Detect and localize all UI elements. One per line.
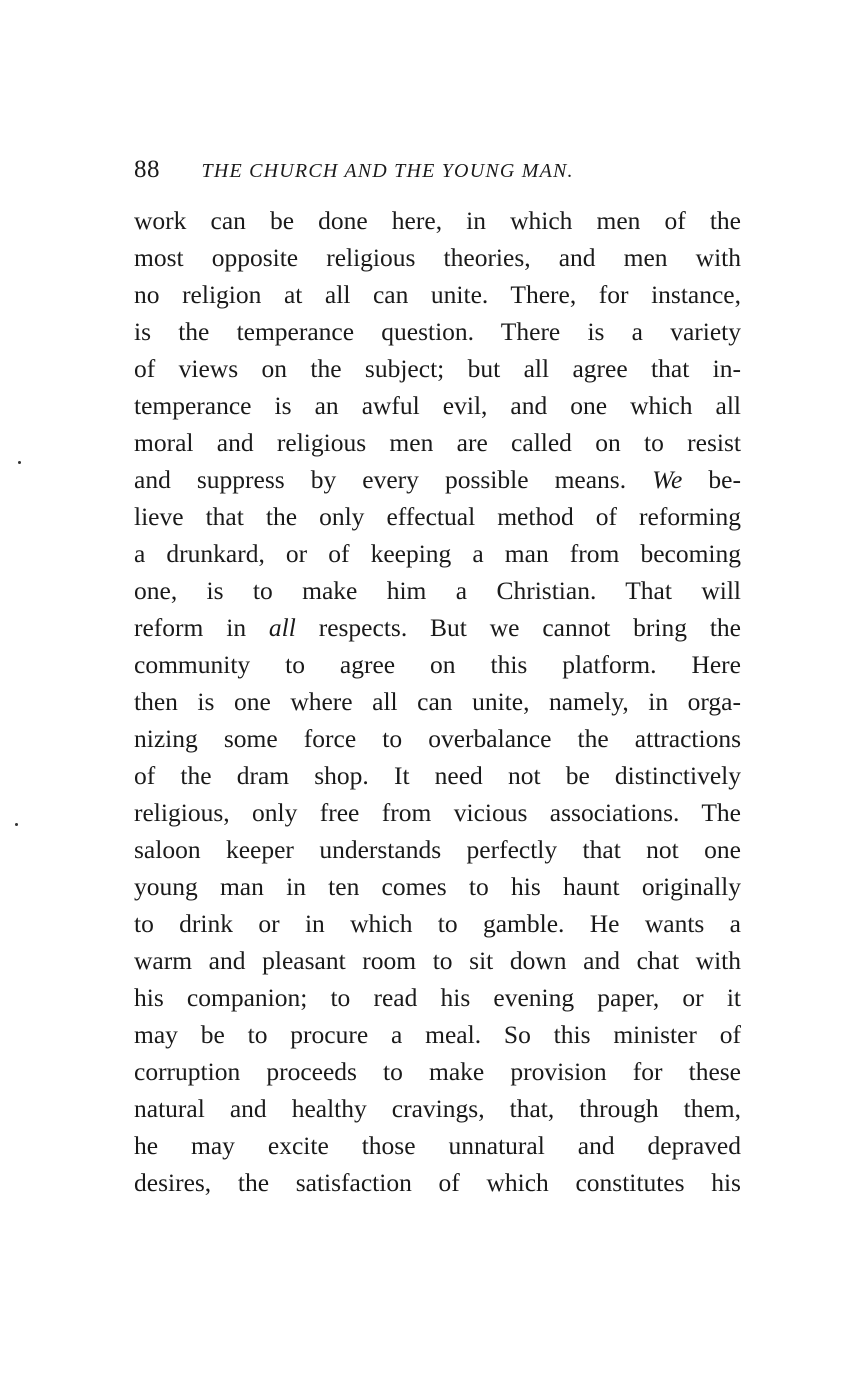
text-segment: and suppress by every possible means. (134, 465, 653, 494)
text-line: to drink or in which to gamble. He wants a (134, 909, 741, 938)
text-line: one, is to make him a Christian. That will (134, 576, 741, 605)
text-line (134, 461, 741, 498)
text-line: corruption proceeds to make provision for these (134, 1057, 741, 1086)
text-line: most opposite religious theories, and men with (134, 243, 741, 272)
scan-speck (18, 461, 21, 464)
scan-speck (15, 823, 18, 826)
text-line: religious, only free from vicious associations. The (134, 798, 741, 827)
text-line: moral and religious men are called on to resist (134, 428, 741, 457)
text-segment: reform in (134, 613, 269, 642)
page-number: 88 (134, 156, 160, 183)
running-header (134, 152, 744, 188)
text-line (134, 609, 741, 646)
text-line: desires, the satisfaction of which constitutes his (134, 1168, 741, 1197)
text-line: then is one where all can unite, namely, in orga- (134, 687, 741, 716)
text-line: young man in ten comes to his haunt originally (134, 872, 741, 901)
text-line: nizing some force to overbalance the attractions (134, 724, 741, 753)
text-line: his companion; to read his evening paper, or it (134, 983, 741, 1012)
text-line: temperance is an awful evil, and one which all (134, 391, 741, 420)
running-title: THE CHURCH AND THE YOUNG MAN. (201, 160, 574, 182)
text-line: saloon keeper understands perfectly that not one (134, 835, 741, 864)
text-segment: be- (682, 465, 741, 494)
text-line: of the dram shop. It need not be distinctively (134, 761, 741, 790)
text-line: lieve that the only effectual method of reforming (134, 502, 741, 531)
text-line: warm and pleasant room to sit down and chat with (134, 946, 741, 975)
text-line: work can be done here, in which men of the (134, 206, 741, 235)
italic-emphasis: We (652, 465, 683, 494)
text-line: he may excite those unnatural and depraved (134, 1131, 741, 1160)
text-segment: respects. But we cannot bring the (295, 613, 741, 642)
text-line: natural and healthy cravings, that, through them, (134, 1094, 741, 1123)
italic-emphasis: all (268, 613, 296, 642)
text-line: community to agree on this platform. Here (134, 650, 741, 679)
text-line: may be to procure a meal. So this minister of (134, 1020, 741, 1049)
text-line: a drunkard, or of keeping a man from becoming (134, 539, 741, 568)
text-line: no religion at all can unite. There, for instance, (134, 280, 741, 309)
text-line: is the temperance question. There is a variety (134, 317, 741, 346)
text-line: of views on the subject; but all agree that in- (134, 354, 741, 383)
body-text (134, 202, 741, 1201)
